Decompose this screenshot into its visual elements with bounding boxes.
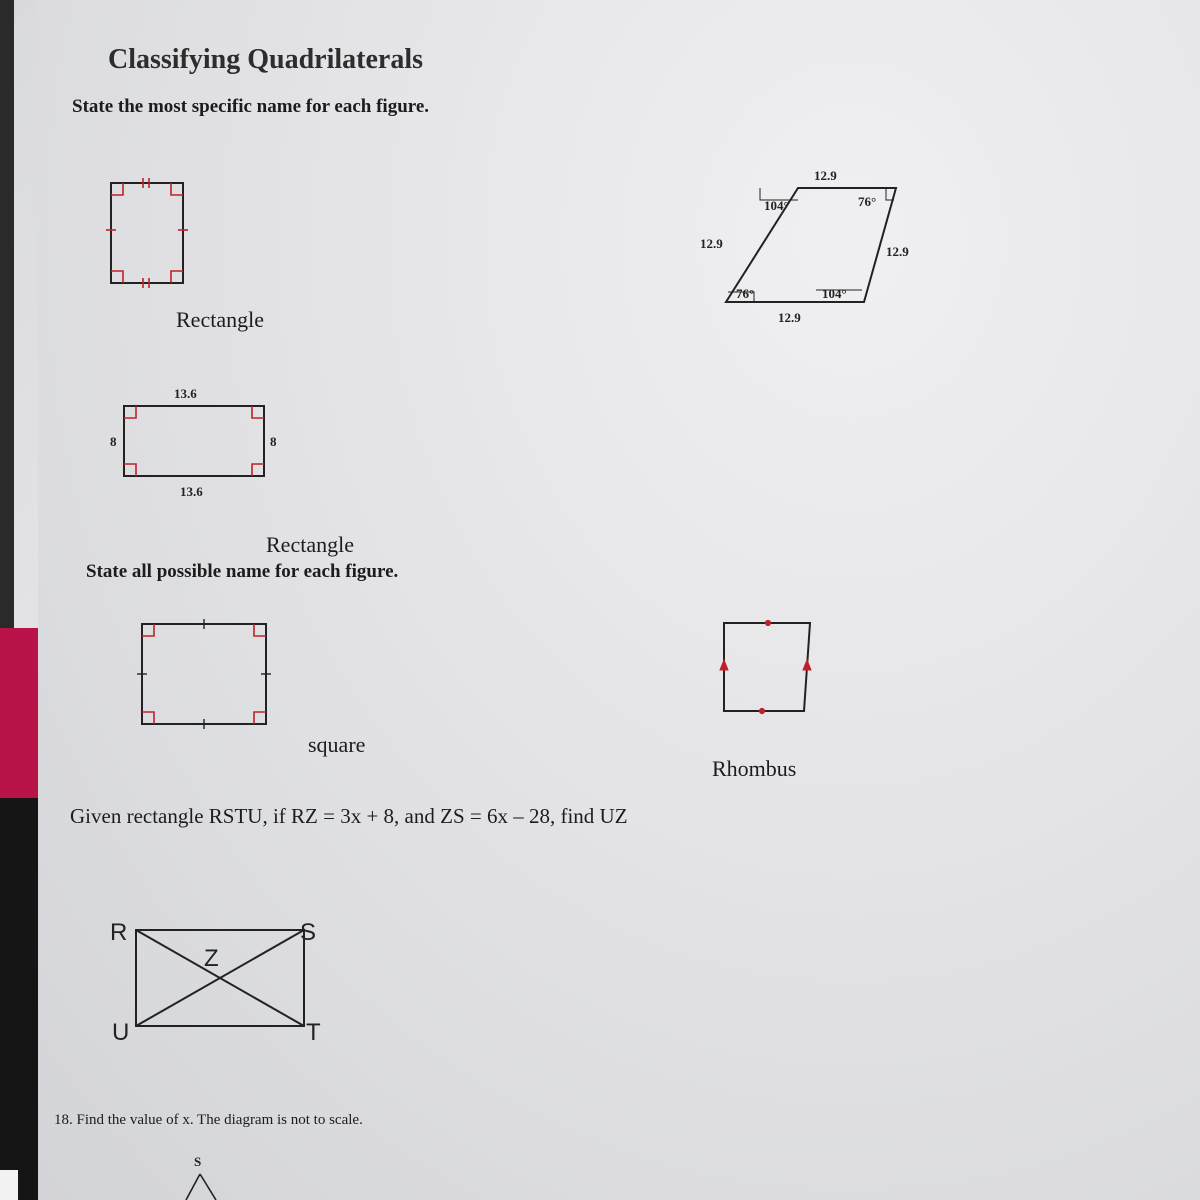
figure-1-rectangle [108, 180, 188, 290]
figure-4-answer: square [308, 732, 366, 757]
rhombus-side-left: 12.9 [700, 236, 723, 251]
problem-18: 18. Find the value of x. The diagram is not to scale. [54, 1112, 363, 1128]
rhombus-side-top: 12.9 [814, 168, 837, 183]
vertex-u: U [112, 1019, 130, 1046]
rect-side-right: 8 [270, 434, 277, 449]
rhombus-angle-top-left: 104° [764, 198, 789, 213]
figure-4-square [138, 620, 278, 730]
rect-side-left: 8 [110, 434, 117, 449]
rstu-diagram [106, 910, 346, 1050]
problem-18-vertex-s: S [194, 1154, 202, 1169]
screen-edge-accent [0, 628, 38, 798]
figure-3-rectangle [108, 380, 288, 500]
rhombus-side-right: 12.9 [886, 244, 909, 259]
figure-3-answer: Rectangle [266, 532, 354, 557]
figure-1-answer: Rectangle [176, 307, 264, 332]
instruction-most-specific: State the most specific name for each figure. [72, 96, 430, 117]
rect-side-bottom: 13.6 [180, 484, 203, 499]
rect-side-top: 13.6 [174, 386, 197, 401]
rhombus-angle-bottom-right: 104° [822, 286, 847, 301]
rhombus-angle-bottom-left: 76° [736, 286, 755, 301]
vertex-r: R [110, 919, 128, 946]
worksheet-page [38, 0, 1200, 1200]
problem-18-triangle [188, 1150, 248, 1200]
figure-5-answer: Rhombus [712, 756, 797, 781]
figure-5-parallelogram [718, 620, 818, 720]
instruction-all-possible: State all possible name for each figure. [86, 561, 399, 582]
rhombus-side-bottom: 12.9 [778, 310, 801, 325]
screen-edge-dark [0, 798, 38, 1200]
rhombus-angle-top-right: 76° [858, 194, 877, 209]
vertex-s: S [300, 919, 317, 946]
problem-statement: Given rectangle RSTU, if RZ = 3x + 8, and ZS = 6x – 28, find UZ [70, 804, 628, 828]
screen-edge-tab [0, 1170, 18, 1200]
vertex-z: Z [204, 945, 219, 972]
worksheet-title: Classifying Quadrilaterals [108, 44, 424, 75]
vertex-t: T [306, 1019, 321, 1046]
figure-2-rhombus [698, 160, 938, 325]
